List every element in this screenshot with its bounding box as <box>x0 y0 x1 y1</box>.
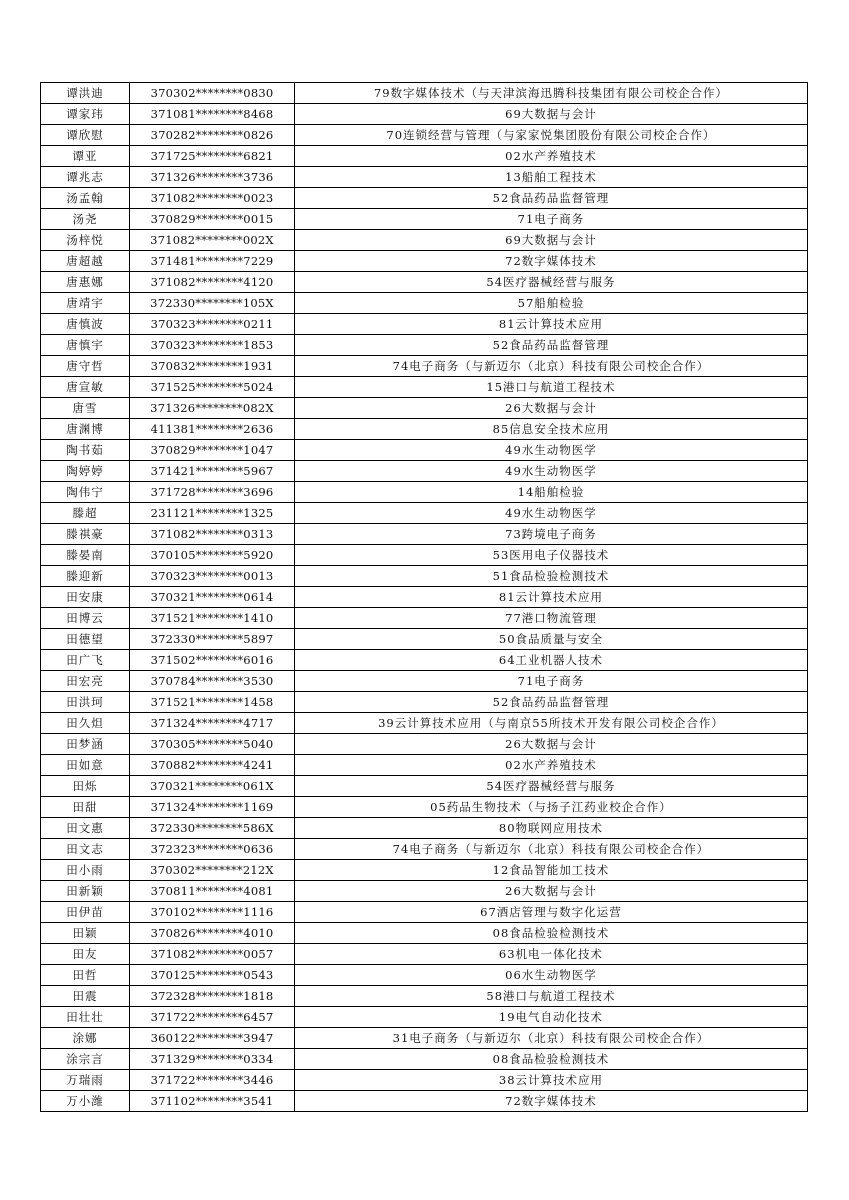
student-name-cell: 涂宗言 <box>41 1049 130 1070</box>
student-name-cell: 唐超越 <box>41 251 130 272</box>
table-row <box>41 167 808 188</box>
major-cell: 58港口与航道工程技术 <box>295 986 808 1007</box>
major-cell: 31电子商务（与新迈尔（北京）科技有限公司校企合作） <box>295 1028 808 1049</box>
table-row <box>41 797 808 818</box>
major-cell: 52食品药品监督管理 <box>295 188 808 209</box>
id-number-cell: 370811********4081 <box>130 881 295 902</box>
roster-body <box>41 83 808 1112</box>
id-number-cell: 371521********1410 <box>130 608 295 629</box>
major-cell: 69大数据与会计 <box>295 104 808 125</box>
major-cell: 72数字媒体技术 <box>295 251 808 272</box>
table-row <box>41 482 808 503</box>
table-row <box>41 1028 808 1049</box>
table-row <box>41 1070 808 1091</box>
table-row <box>41 272 808 293</box>
student-name-cell: 田文志 <box>41 839 130 860</box>
id-number-cell: 370784********3530 <box>130 671 295 692</box>
table-row <box>41 608 808 629</box>
student-roster-table <box>40 82 808 1112</box>
major-cell: 81云计算技术应用 <box>295 587 808 608</box>
major-cell: 71电子商务 <box>295 209 808 230</box>
student-name-cell: 汤梓悦 <box>41 230 130 251</box>
table-row <box>41 923 808 944</box>
table-row <box>41 776 808 797</box>
major-cell: 26大数据与会计 <box>295 398 808 419</box>
id-number-cell: 370323********0013 <box>130 566 295 587</box>
major-cell: 57船舶检验 <box>295 293 808 314</box>
major-cell: 26大数据与会计 <box>295 881 808 902</box>
table-row <box>41 146 808 167</box>
id-number-cell: 371329********0334 <box>130 1049 295 1070</box>
student-name-cell: 唐雪 <box>41 398 130 419</box>
student-name-cell: 田友 <box>41 944 130 965</box>
student-name-cell: 田宏亮 <box>41 671 130 692</box>
student-name-cell: 谭亚 <box>41 146 130 167</box>
student-name-cell: 田小雨 <box>41 860 130 881</box>
id-number-cell: 371324********4717 <box>130 713 295 734</box>
table-row <box>41 671 808 692</box>
student-name-cell: 万小潍 <box>41 1091 130 1112</box>
table-row <box>41 1091 808 1112</box>
student-name-cell: 滕超 <box>41 503 130 524</box>
major-cell: 49水生动物医学 <box>295 440 808 461</box>
id-number-cell: 372328********1818 <box>130 986 295 1007</box>
table-row <box>41 398 808 419</box>
major-cell: 72数字媒体技术 <box>295 1091 808 1112</box>
table-row <box>41 545 808 566</box>
student-name-cell: 唐惠娜 <box>41 272 130 293</box>
major-cell: 80物联网应用技术 <box>295 818 808 839</box>
major-cell: 50食品质量与安全 <box>295 629 808 650</box>
id-number-cell: 371082********0057 <box>130 944 295 965</box>
id-number-cell: 370302********0830 <box>130 83 295 104</box>
major-cell: 12食品智能加工技术 <box>295 860 808 881</box>
id-number-cell: 371082********0023 <box>130 188 295 209</box>
id-number-cell: 370321********0614 <box>130 587 295 608</box>
table-row <box>41 755 808 776</box>
major-cell: 54医疗器械经营与服务 <box>295 776 808 797</box>
id-number-cell: 372323********0636 <box>130 839 295 860</box>
major-cell: 02水产养殖技术 <box>295 755 808 776</box>
table-row <box>41 860 808 881</box>
major-cell: 77港口物流管理 <box>295 608 808 629</box>
id-number-cell: 370826********4010 <box>130 923 295 944</box>
major-cell: 19电气自动化技术 <box>295 1007 808 1028</box>
id-number-cell: 371722********6457 <box>130 1007 295 1028</box>
table-row <box>41 461 808 482</box>
id-number-cell: 371082********0313 <box>130 524 295 545</box>
student-name-cell: 田颖 <box>41 923 130 944</box>
major-cell: 63机电一体化技术 <box>295 944 808 965</box>
id-number-cell: 370102********1116 <box>130 902 295 923</box>
table-row <box>41 713 808 734</box>
major-cell: 39云计算技术应用（与南京55所技术开发有限公司校企合作） <box>295 713 808 734</box>
id-number-cell: 370302********212X <box>130 860 295 881</box>
student-name-cell: 田震 <box>41 986 130 1007</box>
student-name-cell: 唐守哲 <box>41 356 130 377</box>
major-cell: 74电子商务（与新迈尔（北京）科技有限公司校企合作） <box>295 356 808 377</box>
id-number-cell: 371725********6821 <box>130 146 295 167</box>
id-number-cell: 370882********4241 <box>130 755 295 776</box>
table-row <box>41 818 808 839</box>
id-number-cell: 371082********4120 <box>130 272 295 293</box>
student-name-cell: 田安康 <box>41 587 130 608</box>
id-number-cell: 372330********5897 <box>130 629 295 650</box>
major-cell: 06水生动物医学 <box>295 965 808 986</box>
table-row <box>41 566 808 587</box>
student-name-cell: 滕晏南 <box>41 545 130 566</box>
id-number-cell: 371502********6016 <box>130 650 295 671</box>
table-row <box>41 188 808 209</box>
major-cell: 26大数据与会计 <box>295 734 808 755</box>
id-number-cell: 371525********5024 <box>130 377 295 398</box>
major-cell: 02水产养殖技术 <box>295 146 808 167</box>
table-row <box>41 125 808 146</box>
id-number-cell: 371102********3541 <box>130 1091 295 1112</box>
table-row <box>41 230 808 251</box>
major-cell: 52食品药品监督管理 <box>295 335 808 356</box>
id-number-cell: 370323********1853 <box>130 335 295 356</box>
table-row <box>41 965 808 986</box>
student-name-cell: 滕祺豪 <box>41 524 130 545</box>
student-name-cell: 田梦涵 <box>41 734 130 755</box>
table-row <box>41 839 808 860</box>
table-row <box>41 377 808 398</box>
id-number-cell: 370282********0826 <box>130 125 295 146</box>
major-cell: 81云计算技术应用 <box>295 314 808 335</box>
table-row <box>41 314 808 335</box>
student-name-cell: 田如意 <box>41 755 130 776</box>
id-number-cell: 370305********5040 <box>130 734 295 755</box>
student-name-cell: 汤孟翰 <box>41 188 130 209</box>
id-number-cell: 372330********105X <box>130 293 295 314</box>
student-name-cell: 涂娜 <box>41 1028 130 1049</box>
student-name-cell: 田久炟 <box>41 713 130 734</box>
table-row <box>41 440 808 461</box>
id-number-cell: 231121********1325 <box>130 503 295 524</box>
student-name-cell: 田博云 <box>41 608 130 629</box>
id-number-cell: 370829********0015 <box>130 209 295 230</box>
major-cell: 49水生动物医学 <box>295 461 808 482</box>
major-cell: 08食品检验检测技术 <box>295 1049 808 1070</box>
table-row <box>41 734 808 755</box>
table-row <box>41 503 808 524</box>
student-name-cell: 田伊苗 <box>41 902 130 923</box>
major-cell: 51食品检验检测技术 <box>295 566 808 587</box>
major-cell: 73跨境电子商务 <box>295 524 808 545</box>
id-number-cell: 370105********5920 <box>130 545 295 566</box>
id-number-cell: 371722********3446 <box>130 1070 295 1091</box>
id-number-cell: 371081********8468 <box>130 104 295 125</box>
major-cell: 52食品药品监督管理 <box>295 692 808 713</box>
major-cell: 15港口与航道工程技术 <box>295 377 808 398</box>
table-row <box>41 209 808 230</box>
id-number-cell: 371728********3696 <box>130 482 295 503</box>
student-name-cell: 谭家玮 <box>41 104 130 125</box>
student-name-cell: 汤尧 <box>41 209 130 230</box>
student-name-cell: 唐渊博 <box>41 419 130 440</box>
major-cell: 05药品生物技术（与扬子江药业校企合作） <box>295 797 808 818</box>
student-name-cell: 滕迎新 <box>41 566 130 587</box>
id-number-cell: 371324********1169 <box>130 797 295 818</box>
table-row <box>41 881 808 902</box>
major-cell: 49水生动物医学 <box>295 503 808 524</box>
id-number-cell: 370832********1931 <box>130 356 295 377</box>
table-row <box>41 335 808 356</box>
table-row <box>41 692 808 713</box>
table-row <box>41 986 808 1007</box>
id-number-cell: 370829********1047 <box>130 440 295 461</box>
major-cell: 38云计算技术应用 <box>295 1070 808 1091</box>
id-number-cell: 371326********082X <box>130 398 295 419</box>
id-number-cell: 371481********7229 <box>130 251 295 272</box>
table-row <box>41 104 808 125</box>
major-cell: 74电子商务（与新迈尔（北京）科技有限公司校企合作） <box>295 839 808 860</box>
id-number-cell: 372330********586X <box>130 818 295 839</box>
major-cell: 13船舶工程技术 <box>295 167 808 188</box>
student-name-cell: 谭洪迪 <box>41 83 130 104</box>
student-name-cell: 田文惠 <box>41 818 130 839</box>
major-cell: 53医用电子仪器技术 <box>295 545 808 566</box>
major-cell: 69大数据与会计 <box>295 230 808 251</box>
major-cell: 71电子商务 <box>295 671 808 692</box>
major-cell: 14船舶检验 <box>295 482 808 503</box>
table-row <box>41 83 808 104</box>
id-number-cell: 370321********061X <box>130 776 295 797</box>
table-row <box>41 1049 808 1070</box>
table-row <box>41 587 808 608</box>
table-row <box>41 419 808 440</box>
student-name-cell: 田甜 <box>41 797 130 818</box>
major-cell: 54医疗器械经营与服务 <box>295 272 808 293</box>
id-number-cell: 360122********3947 <box>130 1028 295 1049</box>
major-cell: 70连锁经营与管理（与家家悦集团股份有限公司校企合作） <box>295 125 808 146</box>
table-row <box>41 1007 808 1028</box>
table-row <box>41 902 808 923</box>
student-name-cell: 田新颖 <box>41 881 130 902</box>
table-row <box>41 524 808 545</box>
table-row <box>41 356 808 377</box>
student-name-cell: 田烁 <box>41 776 130 797</box>
student-name-cell: 田广飞 <box>41 650 130 671</box>
id-number-cell: 370323********0211 <box>130 314 295 335</box>
table-row <box>41 629 808 650</box>
student-name-cell: 陶婷婷 <box>41 461 130 482</box>
major-cell: 64工业机器人技术 <box>295 650 808 671</box>
student-name-cell: 田德望 <box>41 629 130 650</box>
id-number-cell: 371521********1458 <box>130 692 295 713</box>
student-name-cell: 唐靖宇 <box>41 293 130 314</box>
student-name-cell: 唐慎波 <box>41 314 130 335</box>
student-name-cell: 陶伟宁 <box>41 482 130 503</box>
id-number-cell: 371082********002X <box>130 230 295 251</box>
id-number-cell: 371326********3736 <box>130 167 295 188</box>
id-number-cell: 371421********5967 <box>130 461 295 482</box>
student-name-cell: 谭兆志 <box>41 167 130 188</box>
student-name-cell: 田哲 <box>41 965 130 986</box>
id-number-cell: 411381********2636 <box>130 419 295 440</box>
table-row <box>41 251 808 272</box>
student-name-cell: 唐慎宇 <box>41 335 130 356</box>
major-cell: 67酒店管理与数字化运营 <box>295 902 808 923</box>
student-name-cell: 谭欣慰 <box>41 125 130 146</box>
student-name-cell: 陶书茹 <box>41 440 130 461</box>
student-name-cell: 田洪珂 <box>41 692 130 713</box>
table-row <box>41 944 808 965</box>
student-name-cell: 万瑞雨 <box>41 1070 130 1091</box>
major-cell: 08食品检验检测技术 <box>295 923 808 944</box>
id-number-cell: 370125********0543 <box>130 965 295 986</box>
table-row <box>41 293 808 314</box>
student-name-cell: 田壮壮 <box>41 1007 130 1028</box>
major-cell: 79数字媒体技术（与天津滨海迅腾科技集团有限公司校企合作） <box>295 83 808 104</box>
major-cell: 85信息安全技术应用 <box>295 419 808 440</box>
table-row <box>41 650 808 671</box>
student-name-cell: 唐宣敏 <box>41 377 130 398</box>
